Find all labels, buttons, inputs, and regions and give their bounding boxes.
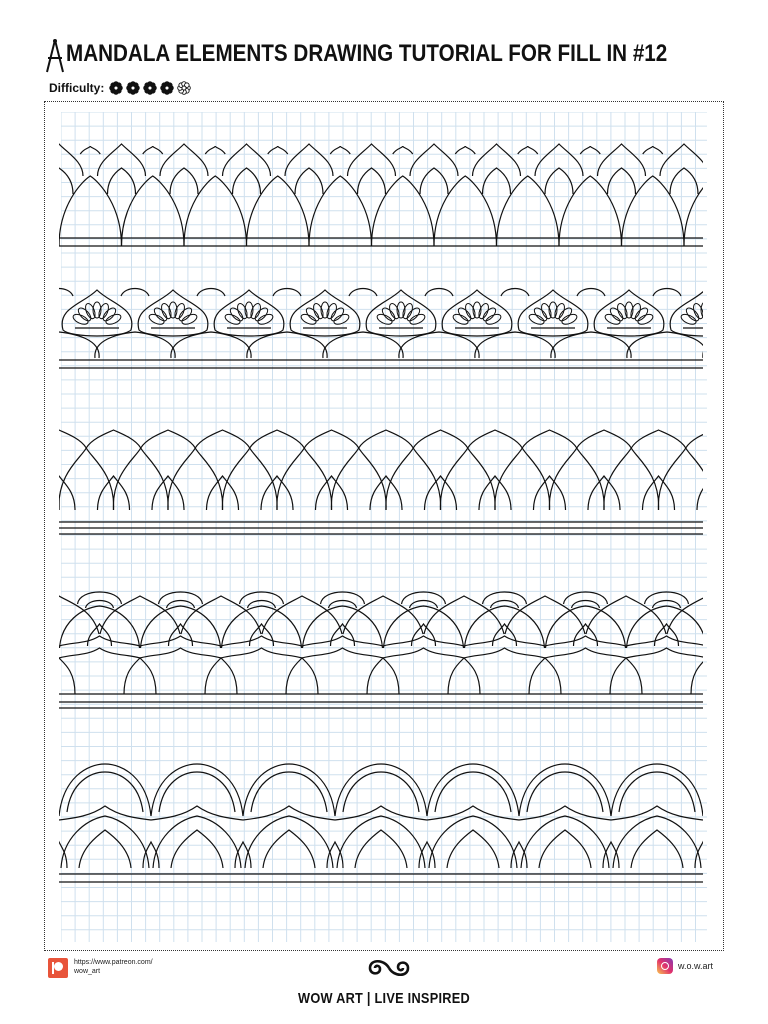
- flower-filled-icon: [125, 80, 141, 96]
- pointed-dome: [168, 448, 223, 510]
- tip-arc: [580, 146, 600, 154]
- big-scale: [465, 606, 545, 648]
- mid-dome: [59, 168, 73, 194]
- pointed-dome: [658, 448, 703, 510]
- fan-petal: [484, 312, 502, 326]
- lower-dome: [613, 816, 701, 868]
- shoulder-arc: [141, 430, 196, 448]
- mid-dome: [233, 168, 261, 194]
- top-small-dome: [349, 289, 377, 297]
- fan-petal: [376, 312, 394, 326]
- shoulder-arc: [195, 430, 250, 448]
- instagram-icon: [657, 958, 673, 974]
- top-arc-inner: [572, 601, 600, 609]
- shoulder-arc: [86, 430, 141, 448]
- wave-line: [151, 806, 243, 820]
- top-arc: [402, 592, 446, 604]
- fan-petal: [452, 312, 470, 326]
- dome-scallop-row: [59, 136, 703, 256]
- wave-line: [59, 806, 151, 820]
- lower-dome: [153, 816, 241, 868]
- fan-petal: [680, 312, 698, 326]
- lower-arch: [367, 658, 399, 694]
- mid-dome: [358, 168, 386, 194]
- pointed-dome: [495, 448, 550, 510]
- bud: [419, 842, 435, 868]
- flower-filled-icon: [142, 80, 158, 96]
- patreon-link[interactable]: [48, 958, 153, 978]
- fan-pod: [214, 290, 284, 336]
- wave-line: [302, 648, 383, 658]
- big-scale: [303, 606, 383, 648]
- fan-petal: [604, 312, 622, 326]
- pointed-dome: [604, 448, 659, 510]
- top-arc-inner: [653, 601, 681, 609]
- top-arc: [78, 592, 122, 604]
- wave-line: [464, 636, 545, 646]
- shoulder-arc: [413, 430, 468, 448]
- mid-dome: [608, 168, 636, 194]
- inner-dome: [171, 830, 223, 868]
- pointed-dome: [331, 448, 386, 510]
- wave-line: [383, 648, 464, 658]
- top-arc: [645, 592, 689, 604]
- fan-petal: [408, 312, 426, 326]
- fan-petal: [528, 312, 546, 326]
- lower-arch: [610, 658, 642, 694]
- top-arc-inner: [86, 601, 114, 609]
- big-dome: [372, 176, 435, 246]
- shoulder-arc: [577, 430, 632, 448]
- wave-line: [335, 806, 427, 820]
- shoulder-arc: [359, 430, 414, 448]
- top-dome: [410, 144, 458, 176]
- tagline: WOW ART | LIVE INSPIRED: [298, 990, 470, 1007]
- instagram-link[interactable]: [657, 958, 713, 974]
- wave-line: [464, 648, 545, 658]
- pointed-dome: [222, 448, 277, 510]
- inner-pointed: [655, 624, 679, 646]
- inner-dome: [79, 830, 131, 868]
- fan-petal-row: [59, 282, 703, 372]
- difficulty-flowers: [108, 80, 192, 96]
- flower-filled-icon: [159, 80, 175, 96]
- difficulty-label: Difficulty:: [49, 81, 105, 95]
- top-arc-inner: [491, 601, 519, 609]
- tip-arc: [143, 146, 163, 154]
- top-dome: [473, 144, 521, 176]
- big-dome: [59, 176, 122, 246]
- top-dome: [348, 144, 396, 176]
- fan-petal: [256, 312, 274, 326]
- big-dome: [309, 176, 372, 246]
- wave-line: [59, 636, 140, 646]
- top-small-dome: [59, 289, 73, 297]
- top-dome: [160, 144, 208, 176]
- lower-dome: [245, 816, 333, 868]
- mid-dome: [545, 168, 573, 194]
- mid-dome: [420, 168, 448, 194]
- big-dome: [247, 176, 310, 246]
- pointed-scale: [586, 596, 666, 634]
- shoulder-arc: [304, 430, 359, 448]
- wave-line: [221, 636, 302, 646]
- top-arc-inner: [329, 601, 357, 609]
- inner-pointed: [412, 624, 436, 646]
- wave-line: [626, 636, 703, 646]
- inner-arch: [59, 476, 75, 510]
- pointed-dome: [59, 448, 114, 510]
- pointed-scale: [505, 596, 585, 634]
- lower-dome: [521, 816, 609, 868]
- top-arc-inner: [167, 601, 195, 609]
- lower-arch: [286, 658, 318, 694]
- inner-pointed: [88, 624, 112, 646]
- fan-petal: [180, 312, 198, 326]
- inner-dome: [355, 830, 407, 868]
- tip-arc: [205, 146, 225, 154]
- big-scale: [141, 606, 221, 648]
- big-scale: [546, 606, 626, 648]
- lower-arch: [124, 658, 156, 694]
- bud: [143, 842, 159, 868]
- top-dome: [660, 144, 703, 176]
- big-dome: [684, 176, 703, 246]
- top-arc: [240, 592, 284, 604]
- big-scale: [60, 606, 140, 648]
- inner-pointed: [169, 624, 193, 646]
- fan-petal: [224, 312, 242, 326]
- swirl-ornament-icon: [364, 955, 414, 981]
- wave-line: [545, 636, 626, 646]
- pointed-dome: [277, 448, 332, 510]
- lower-arch: [691, 658, 703, 694]
- lower-dome: [429, 816, 517, 868]
- tip-arc: [393, 146, 413, 154]
- difficulty-rating: [49, 80, 192, 96]
- inner-dome: [631, 830, 683, 868]
- fan-petal: [300, 312, 318, 326]
- fan-pod: [290, 290, 360, 336]
- fan-pod: [518, 290, 588, 336]
- inner-dome: [263, 830, 315, 868]
- wave-line: [140, 648, 221, 658]
- pointed-dome: [440, 448, 495, 510]
- tip-arc: [268, 146, 288, 154]
- pointed-scale: [343, 596, 423, 634]
- inner-dome: [447, 830, 499, 868]
- top-small-dome: [197, 289, 225, 297]
- tip-arc: [455, 146, 475, 154]
- patreon-icon: [48, 958, 68, 978]
- pointed-scale: [100, 596, 180, 634]
- instagram-handle: w.o.w.art: [678, 961, 714, 971]
- page-title: MANDALA ELEMENTS DRAWING TUTORIAL FOR FILL IN #12: [66, 40, 668, 67]
- flower-filled-icon: [108, 80, 124, 96]
- wave-line: [427, 806, 519, 820]
- inner-pointed: [250, 624, 274, 646]
- big-dome: [497, 176, 560, 246]
- top-small-dome: [121, 289, 149, 297]
- top-small-dome: [273, 289, 301, 297]
- top-small-dome: [653, 289, 681, 297]
- bud: [235, 842, 251, 868]
- top-arc-inner: [248, 601, 276, 609]
- inner-dome: [539, 830, 591, 868]
- page-header: [44, 38, 744, 78]
- top-arc: [321, 592, 365, 604]
- shoulder-arc: [59, 430, 86, 448]
- pointed-scale: [424, 596, 504, 634]
- mid-dome: [170, 168, 198, 194]
- shoulder-arc: [468, 430, 523, 448]
- wave-line: [545, 648, 626, 658]
- big-scale: [222, 606, 302, 648]
- fan-pod: [594, 290, 664, 336]
- fan-petal: [72, 312, 90, 326]
- fan-petal: [636, 312, 654, 326]
- lower-arch: [205, 658, 237, 694]
- compass-icon: [44, 38, 66, 74]
- lower-arch: [529, 658, 561, 694]
- wave-line: [59, 648, 140, 658]
- pointed-scale: [181, 596, 261, 634]
- lower-arch: [59, 658, 75, 694]
- shoulder-arc: [522, 430, 577, 448]
- shoulder-arc: [686, 430, 703, 448]
- big-dome: [559, 176, 622, 246]
- wave-line: [221, 648, 302, 658]
- big-dome: [122, 176, 185, 246]
- big-dome: [184, 176, 247, 246]
- top-small-dome: [577, 289, 605, 297]
- pointed-dome: [113, 448, 168, 510]
- fan-pod: [442, 290, 512, 336]
- fan-petal: [104, 312, 122, 326]
- shoulder-arc: [631, 430, 686, 448]
- big-dome: [622, 176, 685, 246]
- bud: [603, 842, 619, 868]
- tip-arc: [518, 146, 538, 154]
- wave-line: [302, 636, 383, 646]
- lower-arch: [448, 658, 480, 694]
- layered-scale-row: [59, 584, 703, 718]
- fan-petal: [332, 312, 350, 326]
- inner-pointed: [493, 624, 517, 646]
- pointed-arch-row: [59, 426, 703, 538]
- top-arc: [159, 592, 203, 604]
- wave-line: [519, 806, 611, 820]
- inner-pointed: [574, 624, 598, 646]
- wave-line: [611, 806, 703, 820]
- tip-arc: [80, 146, 100, 154]
- top-arc-inner: [410, 601, 438, 609]
- mid-dome: [295, 168, 323, 194]
- fan-petal: [560, 312, 578, 326]
- top-dome: [223, 144, 271, 176]
- lower-dome: [61, 816, 149, 868]
- pointed-scale: [262, 596, 342, 634]
- bud: [327, 842, 343, 868]
- wave-line: [243, 806, 335, 820]
- mid-dome: [670, 168, 698, 194]
- wave-line: [140, 636, 221, 646]
- overlapping-arc-row: [59, 758, 703, 890]
- fan-pod: [366, 290, 436, 336]
- top-small-dome: [425, 289, 453, 297]
- top-arc: [564, 592, 608, 604]
- patreon-url: https://www.patreon.com/: [74, 959, 153, 966]
- lower-dome: [337, 816, 425, 868]
- pointed-dome: [549, 448, 604, 510]
- patreon-handle: wow_art: [74, 968, 101, 975]
- top-dome: [285, 144, 333, 176]
- flower-outline-icon: [176, 80, 192, 96]
- top-small-dome: [501, 289, 529, 297]
- tip-arc: [643, 146, 663, 154]
- fan-petal: [148, 312, 166, 326]
- top-dome: [98, 144, 146, 176]
- top-dome: [535, 144, 583, 176]
- shoulder-arc: [250, 430, 305, 448]
- top-dome: [598, 144, 646, 176]
- mid-dome: [483, 168, 511, 194]
- fan-pod: [138, 290, 208, 336]
- fan-pod: [62, 290, 132, 336]
- tip-arc: [330, 146, 350, 154]
- inner-pointed: [331, 624, 355, 646]
- mid-dome: [108, 168, 136, 194]
- bud: [511, 842, 527, 868]
- wave-line: [383, 636, 464, 646]
- top-arc: [483, 592, 527, 604]
- big-dome: [434, 176, 497, 246]
- inner-arch: [697, 476, 703, 510]
- big-scale: [384, 606, 464, 648]
- wave-line: [626, 648, 703, 658]
- pointed-dome: [386, 448, 441, 510]
